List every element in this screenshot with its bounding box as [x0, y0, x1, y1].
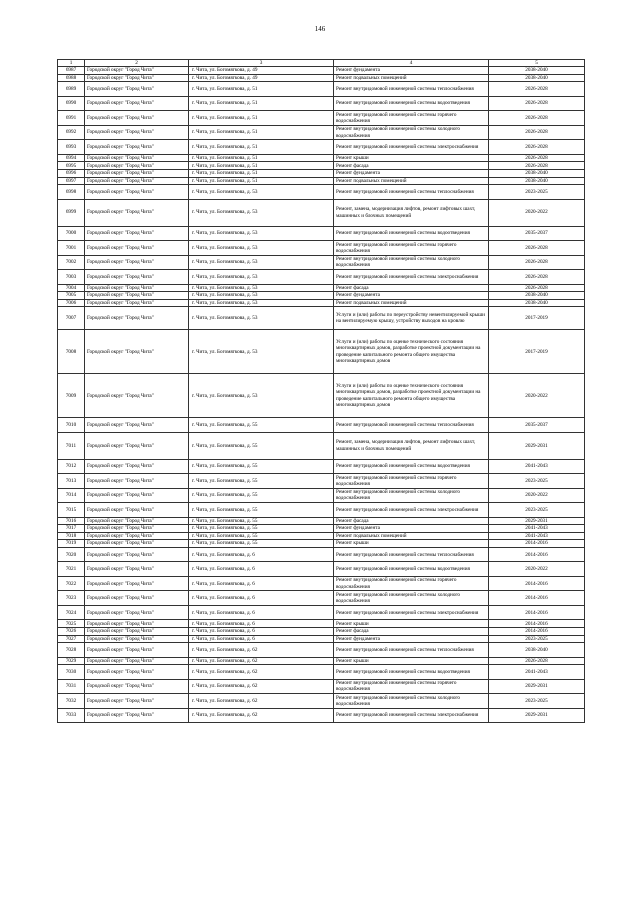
row-number-cell: 6987 [58, 67, 85, 75]
row-number-cell: 7026 [58, 627, 85, 635]
address-cell: г. Чита, ул. Богомягкова, д. 53 [189, 199, 334, 226]
work-type-cell: Ремонт, замена, модернизация лифтов, ремонт лифтовых шахт, машинных и блочных помещений [334, 432, 489, 459]
period-cell: 2026-2028 [489, 125, 585, 140]
address-cell: г. Чита, ул. Богомягкова, д. 55 [189, 503, 334, 518]
work-type-cell: Ремонт внутридомовой инженерной системы водоотведения [334, 96, 489, 111]
municipality-cell: Городской округ "Город Чита" [85, 140, 189, 155]
address-cell: г. Чита, ул. Богомягкова, д. 51 [189, 177, 334, 185]
period-cell: 2020-2022 [489, 374, 585, 418]
row-number-cell: 7006 [58, 299, 85, 307]
period-cell: 2038-2040 [489, 169, 585, 177]
row-number-cell: 6991 [58, 111, 85, 126]
work-type-cell: Ремонт, замена, модернизация лифтов, ремонт лифтовых шахт, машинных и блочных помещений [334, 199, 489, 226]
period-cell: 2026-2028 [489, 140, 585, 155]
row-number-cell: 6990 [58, 96, 85, 111]
address-cell: г. Чита, ул. Богомягкова, д. 49 [189, 74, 334, 82]
period-cell: 2026-2028 [489, 255, 585, 270]
row-number-cell: 7013 [58, 474, 85, 489]
work-type-cell: Ремонт фасада [334, 627, 489, 635]
row-number-cell: 7007 [58, 307, 85, 330]
period-cell: 2026-2028 [489, 284, 585, 292]
address-cell: г. Чита, ул. Богомягкова, д. 53 [189, 255, 334, 270]
period-cell: 2020-2022 [489, 199, 585, 226]
municipality-cell: Городской округ "Город Чита" [85, 525, 189, 533]
work-type-cell: Ремонт внутридомовой инженерной системы горячего водоснабжения [334, 111, 489, 126]
work-type-cell: Ремонт внутридомовой инженерной системы холодного водоснабжения [334, 255, 489, 270]
period-cell: 2026-2028 [489, 657, 585, 665]
work-type-cell: Ремонт внутридомовой инженерной системы водоотведения [334, 459, 489, 474]
table-header-row [58, 60, 585, 67]
address-cell: г. Чита, ул. Богомягкова, д. 53 [189, 284, 334, 292]
address-cell: г. Чита, ул. Богомягкова, д. 49 [189, 67, 334, 75]
municipality-cell: Городской округ "Город Чита" [85, 620, 189, 628]
row-number-cell: 7028 [58, 643, 85, 658]
work-type-cell: Ремонт подвальных помещений [334, 74, 489, 82]
work-type-cell: Ремонт внутридомовой инженерной системы электроснабжения [334, 708, 489, 723]
row-number-cell: 7031 [58, 679, 85, 694]
address-cell: г. Чита, ул. Богомягкова, д. 55 [189, 517, 334, 525]
table-row [58, 177, 585, 185]
municipality-cell: Городской округ "Город Чита" [85, 82, 189, 97]
table-row [58, 330, 585, 374]
row-number-cell: 6999 [58, 199, 85, 226]
table-row [58, 525, 585, 533]
address-cell: г. Чита, ул. Богомягкова, д. 6 [189, 605, 334, 620]
table-row [58, 459, 585, 474]
municipality-cell: Городской округ "Город Чита" [85, 374, 189, 418]
municipality-cell: Городской округ "Город Чита" [85, 576, 189, 591]
address-cell: г. Чита, ул. Богомягкова, д. 62 [189, 643, 334, 658]
table-row [58, 292, 585, 300]
period-cell: 2017-2019 [489, 307, 585, 330]
work-type-cell: Ремонт фундамента [334, 67, 489, 75]
address-cell: г. Чита, ул. Богомягкова, д. 51 [189, 96, 334, 111]
work-type-cell: Ремонт внутридомовой инженерной системы горячего водоснабжения [334, 241, 489, 256]
work-type-cell: Ремонт внутридомовой инженерной системы холодного водоснабжения [334, 488, 489, 503]
address-cell: г. Чита, ул. Богомягкова, д. 53 [189, 241, 334, 256]
period-cell: 2026-2028 [489, 241, 585, 256]
municipality-cell: Городской округ "Город Чита" [85, 665, 189, 680]
table-row [58, 620, 585, 628]
work-type-cell: Ремонт подвальных помещений [334, 532, 489, 540]
table-row [58, 255, 585, 270]
row-number-cell: 7011 [58, 432, 85, 459]
table-row [58, 517, 585, 525]
repair-schedule-table [57, 59, 585, 723]
address-cell: г. Чита, ул. Богомягкова, д. 55 [189, 540, 334, 548]
table-row [58, 226, 585, 241]
row-number-cell: 6995 [58, 162, 85, 170]
municipality-cell: Городской округ "Город Чита" [85, 562, 189, 577]
address-cell: г. Чита, ул. Богомягкова, д. 62 [189, 679, 334, 694]
table-row [58, 562, 585, 577]
work-type-cell: Ремонт крыши [334, 154, 489, 162]
period-cell: 2026-2028 [489, 154, 585, 162]
municipality-cell: Городской округ "Город Чита" [85, 96, 189, 111]
address-cell: г. Чита, ул. Богомягкова, д. 53 [189, 226, 334, 241]
municipality-cell: Городской округ "Город Чита" [85, 292, 189, 300]
table-row [58, 694, 585, 709]
table-row [58, 67, 585, 75]
period-cell: 2041-2043 [489, 525, 585, 533]
municipality-cell: Городской округ "Город Чита" [85, 169, 189, 177]
municipality-cell: Городской округ "Город Чита" [85, 270, 189, 285]
work-type-cell: Ремонт внутридомовой инженерной системы теплоснабжения [334, 418, 489, 433]
row-number-cell: 6996 [58, 169, 85, 177]
address-cell: г. Чита, ул. Богомягкова, д. 6 [189, 547, 334, 562]
municipality-cell: Городской округ "Город Чита" [85, 284, 189, 292]
period-cell: 2038-2040 [489, 643, 585, 658]
period-cell: 2026-2028 [489, 96, 585, 111]
row-number-cell: 7008 [58, 330, 85, 374]
address-cell: г. Чита, ул. Богомягкова, д. 53 [189, 270, 334, 285]
table-row [58, 627, 585, 635]
work-type-cell: Ремонт внутридомовой инженерной системы холодного водоснабжения [334, 591, 489, 606]
table-row [58, 540, 585, 548]
table-body [58, 60, 585, 723]
row-number-cell: 7015 [58, 503, 85, 518]
period-cell: 2038-2040 [489, 74, 585, 82]
municipality-cell: Городской округ "Город Чита" [85, 532, 189, 540]
address-cell: г. Чита, ул. Богомягкова, д. 51 [189, 154, 334, 162]
period-cell: 2023-2025 [489, 185, 585, 200]
work-type-cell: Ремонт внутридомовой инженерной системы холодного водоснабжения [334, 694, 489, 709]
header-cell-1: 1 [58, 60, 85, 67]
period-cell: 2026-2028 [489, 82, 585, 97]
work-type-cell: Ремонт внутридомовой инженерной системы теплоснабжения [334, 185, 489, 200]
work-type-cell: Ремонт фундамента [334, 635, 489, 643]
row-number-cell: 6994 [58, 154, 85, 162]
work-type-cell: Ремонт крыши [334, 657, 489, 665]
address-cell: г. Чита, ул. Богомягкова, д. 62 [189, 694, 334, 709]
municipality-cell: Городской округ "Город Чита" [85, 547, 189, 562]
period-cell: 2029-2031 [489, 708, 585, 723]
municipality-cell: Городской округ "Город Чита" [85, 255, 189, 270]
table-row [58, 140, 585, 155]
address-cell: г. Чита, ул. Богомягкова, д. 6 [189, 562, 334, 577]
table-row [58, 125, 585, 140]
row-number-cell: 7019 [58, 540, 85, 548]
period-cell: 2023-2025 [489, 474, 585, 489]
address-cell: г. Чита, ул. Богомягкова, д. 53 [189, 299, 334, 307]
address-cell: г. Чита, ул. Богомягкова, д. 6 [189, 627, 334, 635]
period-cell: 2017-2019 [489, 330, 585, 374]
table-row [58, 547, 585, 562]
row-number-cell: 7021 [58, 562, 85, 577]
municipality-cell: Городской округ "Город Чита" [85, 679, 189, 694]
table-row [58, 605, 585, 620]
municipality-cell: Городской округ "Город Чита" [85, 517, 189, 525]
table-row [58, 591, 585, 606]
municipality-cell: Городской округ "Город Чита" [85, 154, 189, 162]
work-type-cell: Ремонт внутридомовой инженерной системы водоотведения [334, 562, 489, 577]
period-cell: 2014-2016 [489, 627, 585, 635]
address-cell: г. Чита, ул. Богомягкова, д. 53 [189, 292, 334, 300]
period-cell: 2026-2028 [489, 111, 585, 126]
municipality-cell: Городской округ "Город Чита" [85, 199, 189, 226]
table-row [58, 532, 585, 540]
period-cell: 2026-2028 [489, 162, 585, 170]
row-number-cell: 7022 [58, 576, 85, 591]
table-row [58, 432, 585, 459]
municipality-cell: Городской округ "Город Чита" [85, 299, 189, 307]
municipality-cell: Городской округ "Город Чита" [85, 694, 189, 709]
table-row [58, 162, 585, 170]
work-type-cell: Ремонт фундамента [334, 169, 489, 177]
row-number-cell: 6993 [58, 140, 85, 155]
address-cell: г. Чита, ул. Богомягкова, д. 55 [189, 459, 334, 474]
header-cell-3: 3 [189, 60, 334, 67]
table-row [58, 284, 585, 292]
municipality-cell: Городской округ "Город Чита" [85, 241, 189, 256]
row-number-cell: 7010 [58, 418, 85, 433]
work-type-cell: Ремонт фундамента [334, 525, 489, 533]
table-row [58, 679, 585, 694]
work-type-cell: Услуги и (или) работы по оценке технического состояния многоквартирных домов, разработке проектной документации на проведение капитального ремонта общего имущества многоквартирных домов [334, 330, 489, 374]
table-row [58, 418, 585, 433]
municipality-cell: Городской округ "Город Чита" [85, 643, 189, 658]
address-cell: г. Чита, ул. Богомягкова, д. 55 [189, 432, 334, 459]
period-cell: 2023-2025 [489, 694, 585, 709]
address-cell: г. Чита, ул. Богомягкова, д. 53 [189, 307, 334, 330]
municipality-cell: Городской округ "Город Чита" [85, 708, 189, 723]
row-number-cell: 7032 [58, 694, 85, 709]
table-row [58, 474, 585, 489]
work-type-cell: Ремонт внутридомовой инженерной системы горячего водоснабжения [334, 474, 489, 489]
municipality-cell: Городской округ "Город Чита" [85, 67, 189, 75]
row-number-cell: 6997 [58, 177, 85, 185]
header-cell-4: 4 [334, 60, 489, 67]
table-row [58, 374, 585, 418]
period-cell: 2029-2031 [489, 432, 585, 459]
address-cell: г. Чита, ул. Богомягкова, д. 53 [189, 185, 334, 200]
row-number-cell: 7012 [58, 459, 85, 474]
header-cell-2: 2 [85, 60, 189, 67]
work-type-cell: Ремонт внутридомовой инженерной системы водоотведения [334, 665, 489, 680]
period-cell: 2014-2016 [489, 540, 585, 548]
row-number-cell: 7002 [58, 255, 85, 270]
row-number-cell: 7030 [58, 665, 85, 680]
row-number-cell: 7027 [58, 635, 85, 643]
address-cell: г. Чита, ул. Богомягкова, д. 62 [189, 708, 334, 723]
work-type-cell: Ремонт внутридомовой инженерной системы водоотведения [334, 226, 489, 241]
row-number-cell: 6998 [58, 185, 85, 200]
period-cell: 2020-2022 [489, 488, 585, 503]
row-number-cell: 7005 [58, 292, 85, 300]
period-cell: 2038-2040 [489, 177, 585, 185]
page-number: 146 [314, 25, 326, 33]
row-number-cell: 7004 [58, 284, 85, 292]
municipality-cell: Городской округ "Город Чита" [85, 657, 189, 665]
municipality-cell: Городской округ "Город Чита" [85, 605, 189, 620]
address-cell: г. Чита, ул. Богомягкова, д. 55 [189, 532, 334, 540]
period-cell: 2041-2043 [489, 532, 585, 540]
work-type-cell: Ремонт фундамента [334, 292, 489, 300]
work-type-cell: Ремонт фасада [334, 162, 489, 170]
municipality-cell: Городской округ "Город Чита" [85, 307, 189, 330]
table-row [58, 708, 585, 723]
work-type-cell: Ремонт фасада [334, 517, 489, 525]
work-type-cell: Ремонт внутридомовой инженерной системы теплоснабжения [334, 82, 489, 97]
address-cell: г. Чита, ул. Богомягкова, д. 51 [189, 162, 334, 170]
period-cell: 2014-2016 [489, 576, 585, 591]
row-number-cell: 7025 [58, 620, 85, 628]
row-number-cell: 7020 [58, 547, 85, 562]
address-cell: г. Чита, ул. Богомягкова, д. 53 [189, 374, 334, 418]
period-cell: 2035-2037 [489, 418, 585, 433]
municipality-cell: Городской округ "Город Чита" [85, 330, 189, 374]
period-cell: 2038-2040 [489, 292, 585, 300]
address-cell: г. Чита, ул. Богомягкова, д. 55 [189, 525, 334, 533]
table-row [58, 299, 585, 307]
work-type-cell: Ремонт внутридомовой инженерной системы теплоснабжения [334, 547, 489, 562]
period-cell: 2041-2043 [489, 665, 585, 680]
work-type-cell: Ремонт внутридомовой инженерной системы холодного водоснабжения [334, 125, 489, 140]
work-type-cell: Ремонт подвальных помещений [334, 299, 489, 307]
work-type-cell: Ремонт внутридомовой инженерной системы горячего водоснабжения [334, 576, 489, 591]
municipality-cell: Городской округ "Город Чита" [85, 474, 189, 489]
municipality-cell: Городской округ "Город Чита" [85, 111, 189, 126]
row-number-cell: 7009 [58, 374, 85, 418]
address-cell: г. Чита, ул. Богомягкова, д. 6 [189, 576, 334, 591]
table-row [58, 643, 585, 658]
municipality-cell: Городской округ "Город Чита" [85, 226, 189, 241]
work-type-cell: Услуги и (или) работы по переустройству невентилируемой крыши на вентилируемую крышу, устройству выходов на кровлю [334, 307, 489, 330]
row-number-cell: 7023 [58, 591, 85, 606]
address-cell: г. Чита, ул. Богомягкова, д. 6 [189, 635, 334, 643]
table-row [58, 635, 585, 643]
table-row [58, 154, 585, 162]
period-cell: 2014-2016 [489, 620, 585, 628]
table-row [58, 270, 585, 285]
address-cell: г. Чита, ул. Богомягкова, д. 6 [189, 620, 334, 628]
period-cell: 2026-2028 [489, 270, 585, 285]
table-row [58, 185, 585, 200]
row-number-cell: 7029 [58, 657, 85, 665]
work-type-cell: Ремонт внутридомовой инженерной системы горячего водоснабжения [334, 679, 489, 694]
period-cell: 2029-2031 [489, 679, 585, 694]
table-row [58, 488, 585, 503]
work-type-cell: Ремонт внутридомовой инженерной системы электроснабжения [334, 140, 489, 155]
address-cell: г. Чита, ул. Богомягкова, д. 53 [189, 330, 334, 374]
work-type-cell: Ремонт подвальных помещений [334, 177, 489, 185]
table-row [58, 241, 585, 256]
row-number-cell: 6988 [58, 74, 85, 82]
period-cell: 2014-2016 [489, 547, 585, 562]
table-row [58, 665, 585, 680]
table-row [58, 657, 585, 665]
address-cell: г. Чита, ул. Богомягкова, д. 62 [189, 665, 334, 680]
row-number-cell: 7018 [58, 532, 85, 540]
municipality-cell: Городской округ "Город Чита" [85, 432, 189, 459]
work-type-cell: Ремонт внутридомовой инженерной системы электроснабжения [334, 270, 489, 285]
municipality-cell: Городской округ "Город Чита" [85, 125, 189, 140]
period-cell: 2023-2025 [489, 503, 585, 518]
work-type-cell: Ремонт крыши [334, 620, 489, 628]
work-type-cell: Ремонт внутридомовой инженерной системы электроснабжения [334, 503, 489, 518]
table-row [58, 576, 585, 591]
address-cell: г. Чита, ул. Богомягкова, д. 51 [189, 111, 334, 126]
municipality-cell: Городской округ "Город Чита" [85, 459, 189, 474]
table-row [58, 74, 585, 82]
period-cell: 2035-2037 [489, 226, 585, 241]
address-cell: г. Чита, ул. Богомягкова, д. 55 [189, 418, 334, 433]
address-cell: г. Чита, ул. Богомягкова, д. 51 [189, 169, 334, 177]
work-type-cell: Услуги и (или) работы по оценке технического состояния многоквартирных домов, разработке проектной документации на проведение капитального ремонта общего имущества многоквартирных домов [334, 374, 489, 418]
address-cell: г. Чита, ул. Богомягкова, д. 55 [189, 474, 334, 489]
municipality-cell: Городской округ "Город Чита" [85, 627, 189, 635]
row-number-cell: 6989 [58, 82, 85, 97]
work-type-cell: Ремонт фасада [334, 284, 489, 292]
address-cell: г. Чита, ул. Богомягкова, д. 62 [189, 657, 334, 665]
work-type-cell: Ремонт крыши [334, 540, 489, 548]
table-row [58, 96, 585, 111]
table-row [58, 503, 585, 518]
row-number-cell: 7024 [58, 605, 85, 620]
municipality-cell: Городской округ "Город Чита" [85, 177, 189, 185]
period-cell: 2038-2040 [489, 299, 585, 307]
municipality-cell: Городской округ "Город Чита" [85, 488, 189, 503]
address-cell: г. Чита, ул. Богомягкова, д. 51 [189, 140, 334, 155]
period-cell: 2023-2025 [489, 635, 585, 643]
table-row [58, 307, 585, 330]
work-type-cell: Ремонт внутридомовой инженерной системы теплоснабжения [334, 643, 489, 658]
address-cell: г. Чита, ул. Богомягкова, д. 51 [189, 125, 334, 140]
row-number-cell: 7014 [58, 488, 85, 503]
period-cell: 2014-2016 [489, 591, 585, 606]
row-number-cell: 7001 [58, 241, 85, 256]
period-cell: 2038-2040 [489, 67, 585, 75]
municipality-cell: Городской округ "Город Чита" [85, 503, 189, 518]
municipality-cell: Городской округ "Город Чита" [85, 418, 189, 433]
address-cell: г. Чита, ул. Богомягкова, д. 55 [189, 488, 334, 503]
work-type-cell: Ремонт внутридомовой инженерной системы электроснабжения [334, 605, 489, 620]
municipality-cell: Городской округ "Город Чита" [85, 162, 189, 170]
municipality-cell: Городской округ "Город Чита" [85, 591, 189, 606]
period-cell: 2014-2016 [489, 605, 585, 620]
table-row [58, 82, 585, 97]
municipality-cell: Городской округ "Город Чита" [85, 635, 189, 643]
municipality-cell: Городской округ "Город Чита" [85, 540, 189, 548]
header-cell-5: 5 [489, 60, 585, 67]
row-number-cell: 6992 [58, 125, 85, 140]
row-number-cell: 7016 [58, 517, 85, 525]
period-cell: 2020-2022 [489, 562, 585, 577]
municipality-cell: Городской округ "Город Чита" [85, 74, 189, 82]
table-row [58, 111, 585, 126]
address-cell: г. Чита, ул. Богомягкова, д. 6 [189, 591, 334, 606]
table-row [58, 199, 585, 226]
row-number-cell: 7033 [58, 708, 85, 723]
table-row [58, 169, 585, 177]
row-number-cell: 7003 [58, 270, 85, 285]
municipality-cell: Городской округ "Город Чита" [85, 185, 189, 200]
period-cell: 2041-2043 [489, 459, 585, 474]
address-cell: г. Чита, ул. Богомягкова, д. 51 [189, 82, 334, 97]
row-number-cell: 7017 [58, 525, 85, 533]
row-number-cell: 7000 [58, 226, 85, 241]
period-cell: 2029-2031 [489, 517, 585, 525]
